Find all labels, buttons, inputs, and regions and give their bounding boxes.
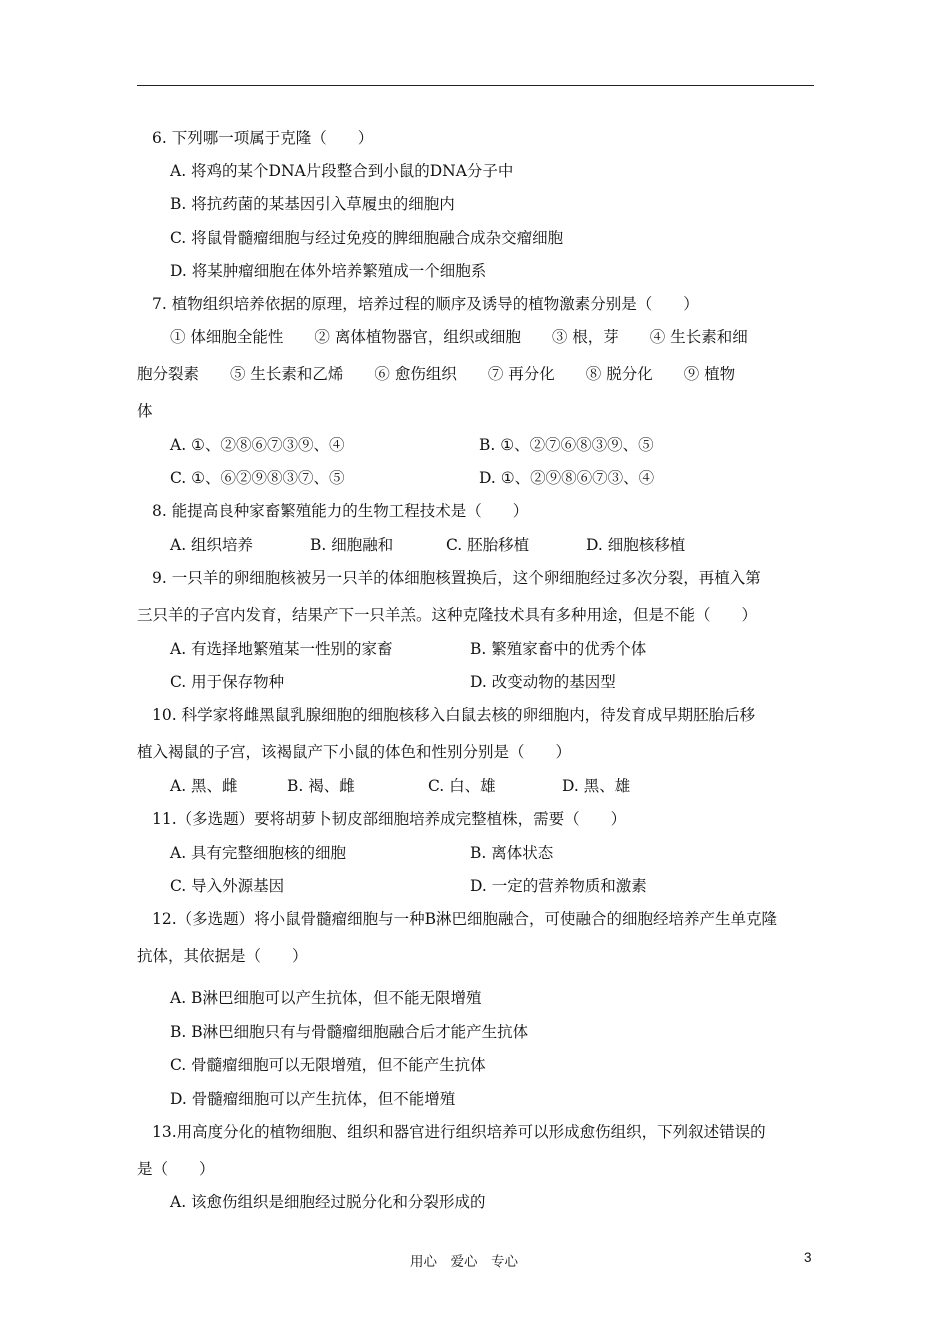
question-9-option-a: A. 有选择地繁殖某一性别的家畜 xyxy=(170,640,393,658)
question-12-option-c: C. 骨髓瘤细胞可以无限增殖，但不能产生抗体 xyxy=(170,1056,486,1074)
question-12-option-d: D. 骨髓瘤细胞可以产生抗体，但不能增殖 xyxy=(170,1090,456,1108)
question-11-option-d: D. 一定的营养物质和激素 xyxy=(470,877,647,895)
question-7-option-b: B. ①、②⑦⑥⑧③⑨、⑤ xyxy=(479,436,654,454)
question-9-option-d: D. 改变动物的基因型 xyxy=(470,673,616,691)
question-7-option-d: D. ①、②⑨⑧⑥⑦③、④ xyxy=(479,469,655,487)
question-6-stem: 6. 下列哪一项属于克隆（ ） xyxy=(152,129,374,147)
question-6-option-d: D. 将某肿瘤细胞在体外培养繁殖成一个细胞系 xyxy=(170,262,487,280)
question-8-option-d: D. 细胞核移植 xyxy=(586,536,686,554)
page-number: 3 xyxy=(804,1250,812,1265)
footer-motto: 用心 爱心 专心 xyxy=(410,1254,518,1270)
question-7-items-line-1: ① 体细胞全能性 ② 离体植物器官，组织或细胞 ③ 根，芽 ④ 生长素和细 xyxy=(170,328,748,346)
question-7-option-a: A. ①、②⑧⑥⑦③⑨、④ xyxy=(170,436,345,454)
question-13-option-a: A. 该愈伤组织是细胞经过脱分化和分裂形成的 xyxy=(170,1193,486,1211)
question-10-option-b: B. 褐、雌 xyxy=(287,777,355,795)
question-11-option-b: B. 离体状态 xyxy=(470,844,554,862)
question-6-option-c: C. 将鼠骨髓瘤细胞与经过免疫的脾细胞融合成杂交瘤细胞 xyxy=(170,229,564,247)
question-7-option-c: C. ①、⑥②⑨⑧③⑦、⑤ xyxy=(170,469,345,487)
question-10-stem-line-1: 10. 科学家将雌黑鼠乳腺细胞的细胞核移入白鼠去核的卵细胞内，待发育成早期胚胎后移 xyxy=(152,706,756,724)
question-13-stem-line-2: 是（ ） xyxy=(137,1160,215,1178)
question-10-stem-line-2: 植入褐鼠的子宫，该褐鼠产下小鼠的体色和性别分别是（ ） xyxy=(137,743,572,761)
question-8-option-c: C. 胚胎移植 xyxy=(446,536,530,554)
question-9-option-c: C. 用于保存物种 xyxy=(170,673,285,691)
question-8-option-b: B. 细胞融和 xyxy=(310,536,394,554)
question-10-option-a: A. 黑、雌 xyxy=(170,777,238,795)
question-7-items-line-3: 体 xyxy=(137,402,153,420)
question-7-stem: 7. 植物组织培养依据的原理，培养过程的顺序及诱导的植物激素分别是（ ） xyxy=(152,295,699,313)
question-8-stem: 8. 能提高良种家畜繁殖能力的生物工程技术是（ ） xyxy=(152,502,529,520)
question-9-option-b: B. 繁殖家畜中的优秀个体 xyxy=(470,640,647,658)
question-12-stem-line-1: 12.（多选题）将小鼠骨髓瘤细胞与一种B淋巴细胞融合，可使融合的细胞经培养产生单克隆 xyxy=(152,910,778,928)
question-13-stem-line-1: 13.用高度分化的植物细胞、组织和器官进行组织培养可以形成愈伤组织，下列叙述错误的 xyxy=(152,1123,766,1141)
question-10-option-d: D. 黑、雄 xyxy=(562,777,631,795)
header-rule xyxy=(137,85,814,86)
question-11-option-a: A. 具有完整细胞核的细胞 xyxy=(170,844,347,862)
question-9-stem-line-1: 9. 一只羊的卵细胞核被另一只羊的体细胞核置换后，这个卵细胞经过多次分裂，再植入第 xyxy=(152,569,761,587)
question-6-option-b: B. 将抗药菌的某基因引入草履虫的细胞内 xyxy=(170,195,455,213)
question-12-stem-line-2: 抗体，其依据是（ ） xyxy=(137,947,308,965)
question-11-option-c: C. 导入外源基因 xyxy=(170,877,285,895)
question-9-stem-line-2: 三只羊的子宫内发育，结果产下一只羊羔。这种克隆技术具有多种用途，但是不能（ ） xyxy=(137,606,758,624)
question-8-option-a: A. 组织培养 xyxy=(170,536,254,554)
question-12-option-b: B. B淋巴细胞只有与骨髓瘤细胞融合后才能产生抗体 xyxy=(170,1023,529,1041)
question-7-items-line-2: 胞分裂素 ⑤ 生长素和乙烯 ⑥ 愈伤组织 ⑦ 再分化 ⑧ 脱分化 ⑨ 植物 xyxy=(137,365,736,383)
question-11-stem: 11.（多选题）要将胡萝卜韧皮部细胞培养成完整植株，需要（ ） xyxy=(152,810,627,828)
question-6-option-a: A. 将鸡的某个DNA片段整合到小鼠的DNA分子中 xyxy=(170,162,514,180)
question-10-option-c: C. 白、雄 xyxy=(428,777,496,795)
question-12-option-a: A. B淋巴细胞可以产生抗体，但不能无限增殖 xyxy=(170,989,482,1007)
